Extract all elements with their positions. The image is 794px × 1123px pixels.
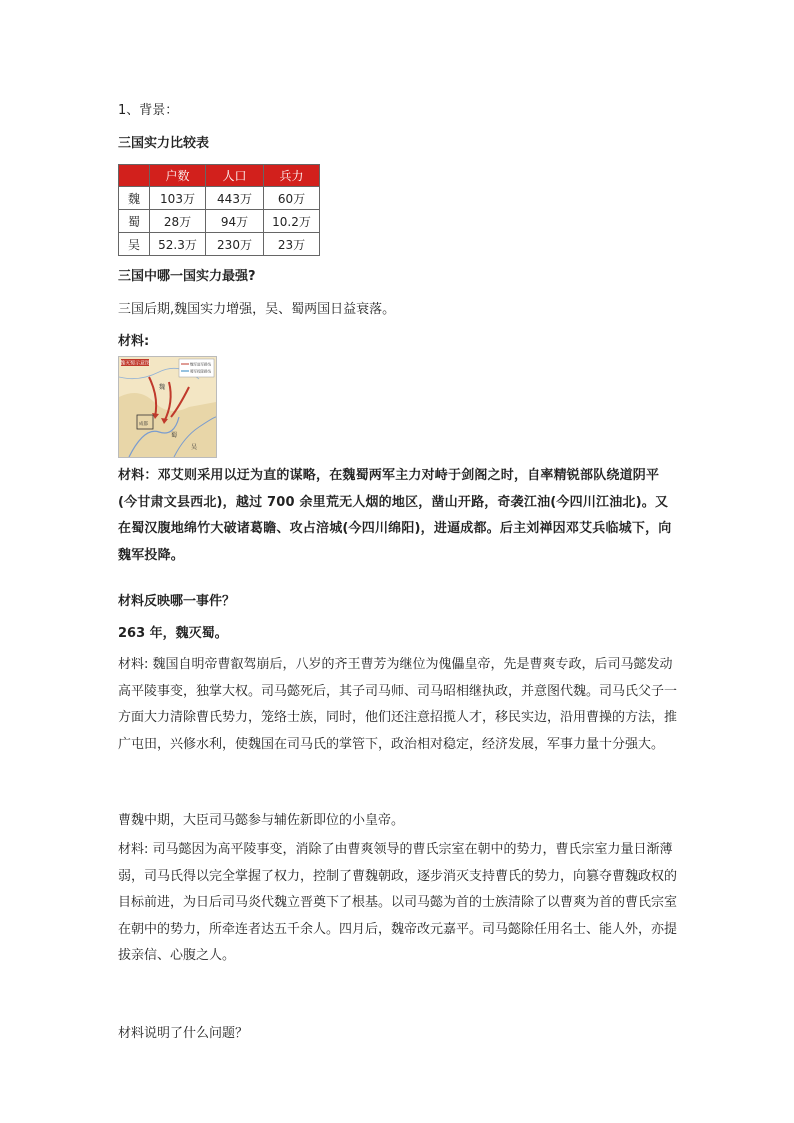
table-cell: 28万 bbox=[150, 210, 206, 233]
answer-3: 曹魏中期，大臣司马懿参与辅佐新即位的小皇帝。 bbox=[118, 813, 405, 828]
table-cell: 60万 bbox=[264, 187, 320, 210]
table-cell: 52.3万 bbox=[150, 233, 206, 256]
question-1: 三国中哪一国实力最强? bbox=[118, 269, 256, 284]
table-cell: 103万 bbox=[150, 187, 206, 210]
map-legend-item: 魏军进军路线 bbox=[190, 362, 211, 367]
table-row bbox=[119, 233, 320, 256]
table-row bbox=[119, 187, 320, 210]
table-cell: 230万 bbox=[206, 233, 264, 256]
table-cell: 吴 bbox=[119, 233, 150, 256]
table-cell: 蜀 bbox=[119, 210, 150, 233]
question-4: 材料说明了什么问题？ bbox=[118, 1026, 249, 1041]
strength-table bbox=[118, 164, 320, 256]
table-cell: 23万 bbox=[264, 233, 320, 256]
table-cell: 443万 bbox=[206, 187, 264, 210]
map-label: 成都 bbox=[139, 422, 148, 427]
table-header-cell bbox=[119, 165, 150, 187]
map-label: 魏 bbox=[159, 384, 166, 391]
material-2-text: 材料：邓艾则采用以迂为直的谋略，在魏蜀两军主力对峙于剑阁之时，自率精锐部队绕道阴平(今甘肃文县西北)，越过 700 余里荒无人烟的地区，凿山开路，奇袭江油(今四川江油北)。又在蜀汉腹地绵竹大破诸葛瞻、攻占涪城(今四川绵阳)，进逼成都。后主刘禅因邓艾兵临城下，向魏军投降。 bbox=[118, 468, 672, 563]
map-legend-item: 蜀军投降路线 bbox=[190, 369, 211, 374]
material-4-text: 材料: 司马懿因为高平陵事变，消除了由曹爽领导的曹氏宗室在朝中的势力，曹氏宗室力量日渐薄弱，司马氏得以完全掌握了权力，控制了曹魏朝政，逐步消灭支持曹氏的势力，向篡夺曹魏政权的目标前进，为日后司马炎代魏立晋奠下了根基。以司马懿为首的士族清除了以曹爽为首的曹氏宗室在朝中的势力，所牵连者达五千余人。四月后，魏帝改元嘉平。司马懿除任用名士、能人外，亦提拔亲信、心腹之人。 bbox=[118, 842, 678, 963]
table-row bbox=[119, 210, 320, 233]
material-label: 材料: bbox=[118, 334, 150, 349]
map-image bbox=[118, 356, 217, 458]
table-header-cell: 兵力 bbox=[264, 165, 320, 187]
table-header-cell: 户数 bbox=[150, 165, 206, 187]
question-2: 材料反映哪一事件？ bbox=[118, 594, 236, 609]
table-cell: 魏 bbox=[119, 187, 150, 210]
answer-2: 263 年，魏灭蜀。 bbox=[118, 626, 228, 641]
table-header-cell: 人口 bbox=[206, 165, 264, 187]
map-label: 蜀 bbox=[171, 432, 178, 439]
answer-1: 三国后期,魏国实力增强，吴、蜀两国日益衰落。 bbox=[118, 302, 396, 317]
section-heading: 1、背景： bbox=[118, 103, 179, 118]
table-header-row bbox=[119, 165, 320, 187]
map-illustration bbox=[119, 357, 216, 457]
table-cell: 94万 bbox=[206, 210, 264, 233]
map-title: 魏灭蜀示意图 bbox=[119, 360, 151, 367]
material-3-text: 材料: 魏国自明帝曹叡驾崩后，八岁的齐王曹芳为继位为傀儡皇帝，先是曹爽专政，后司马懿发动高平陵事变，独掌大权。司马懿死后，其子司马师、司马昭相继执政，并意图代魏。司马氏父子一方面大力清除曹氏势力，笼络士族，同时，他们还注意招揽人才，移民实边，沿用曹操的方法，推广屯田，兴修水利，使魏国在司马氏的掌管下，政治相对稳定，经济发展，军事力量十分强大。 bbox=[118, 657, 678, 752]
table-title: 三国实力比较表 bbox=[118, 136, 210, 151]
table-cell: 10.2万 bbox=[264, 210, 320, 233]
map-label: 吴 bbox=[191, 444, 198, 451]
